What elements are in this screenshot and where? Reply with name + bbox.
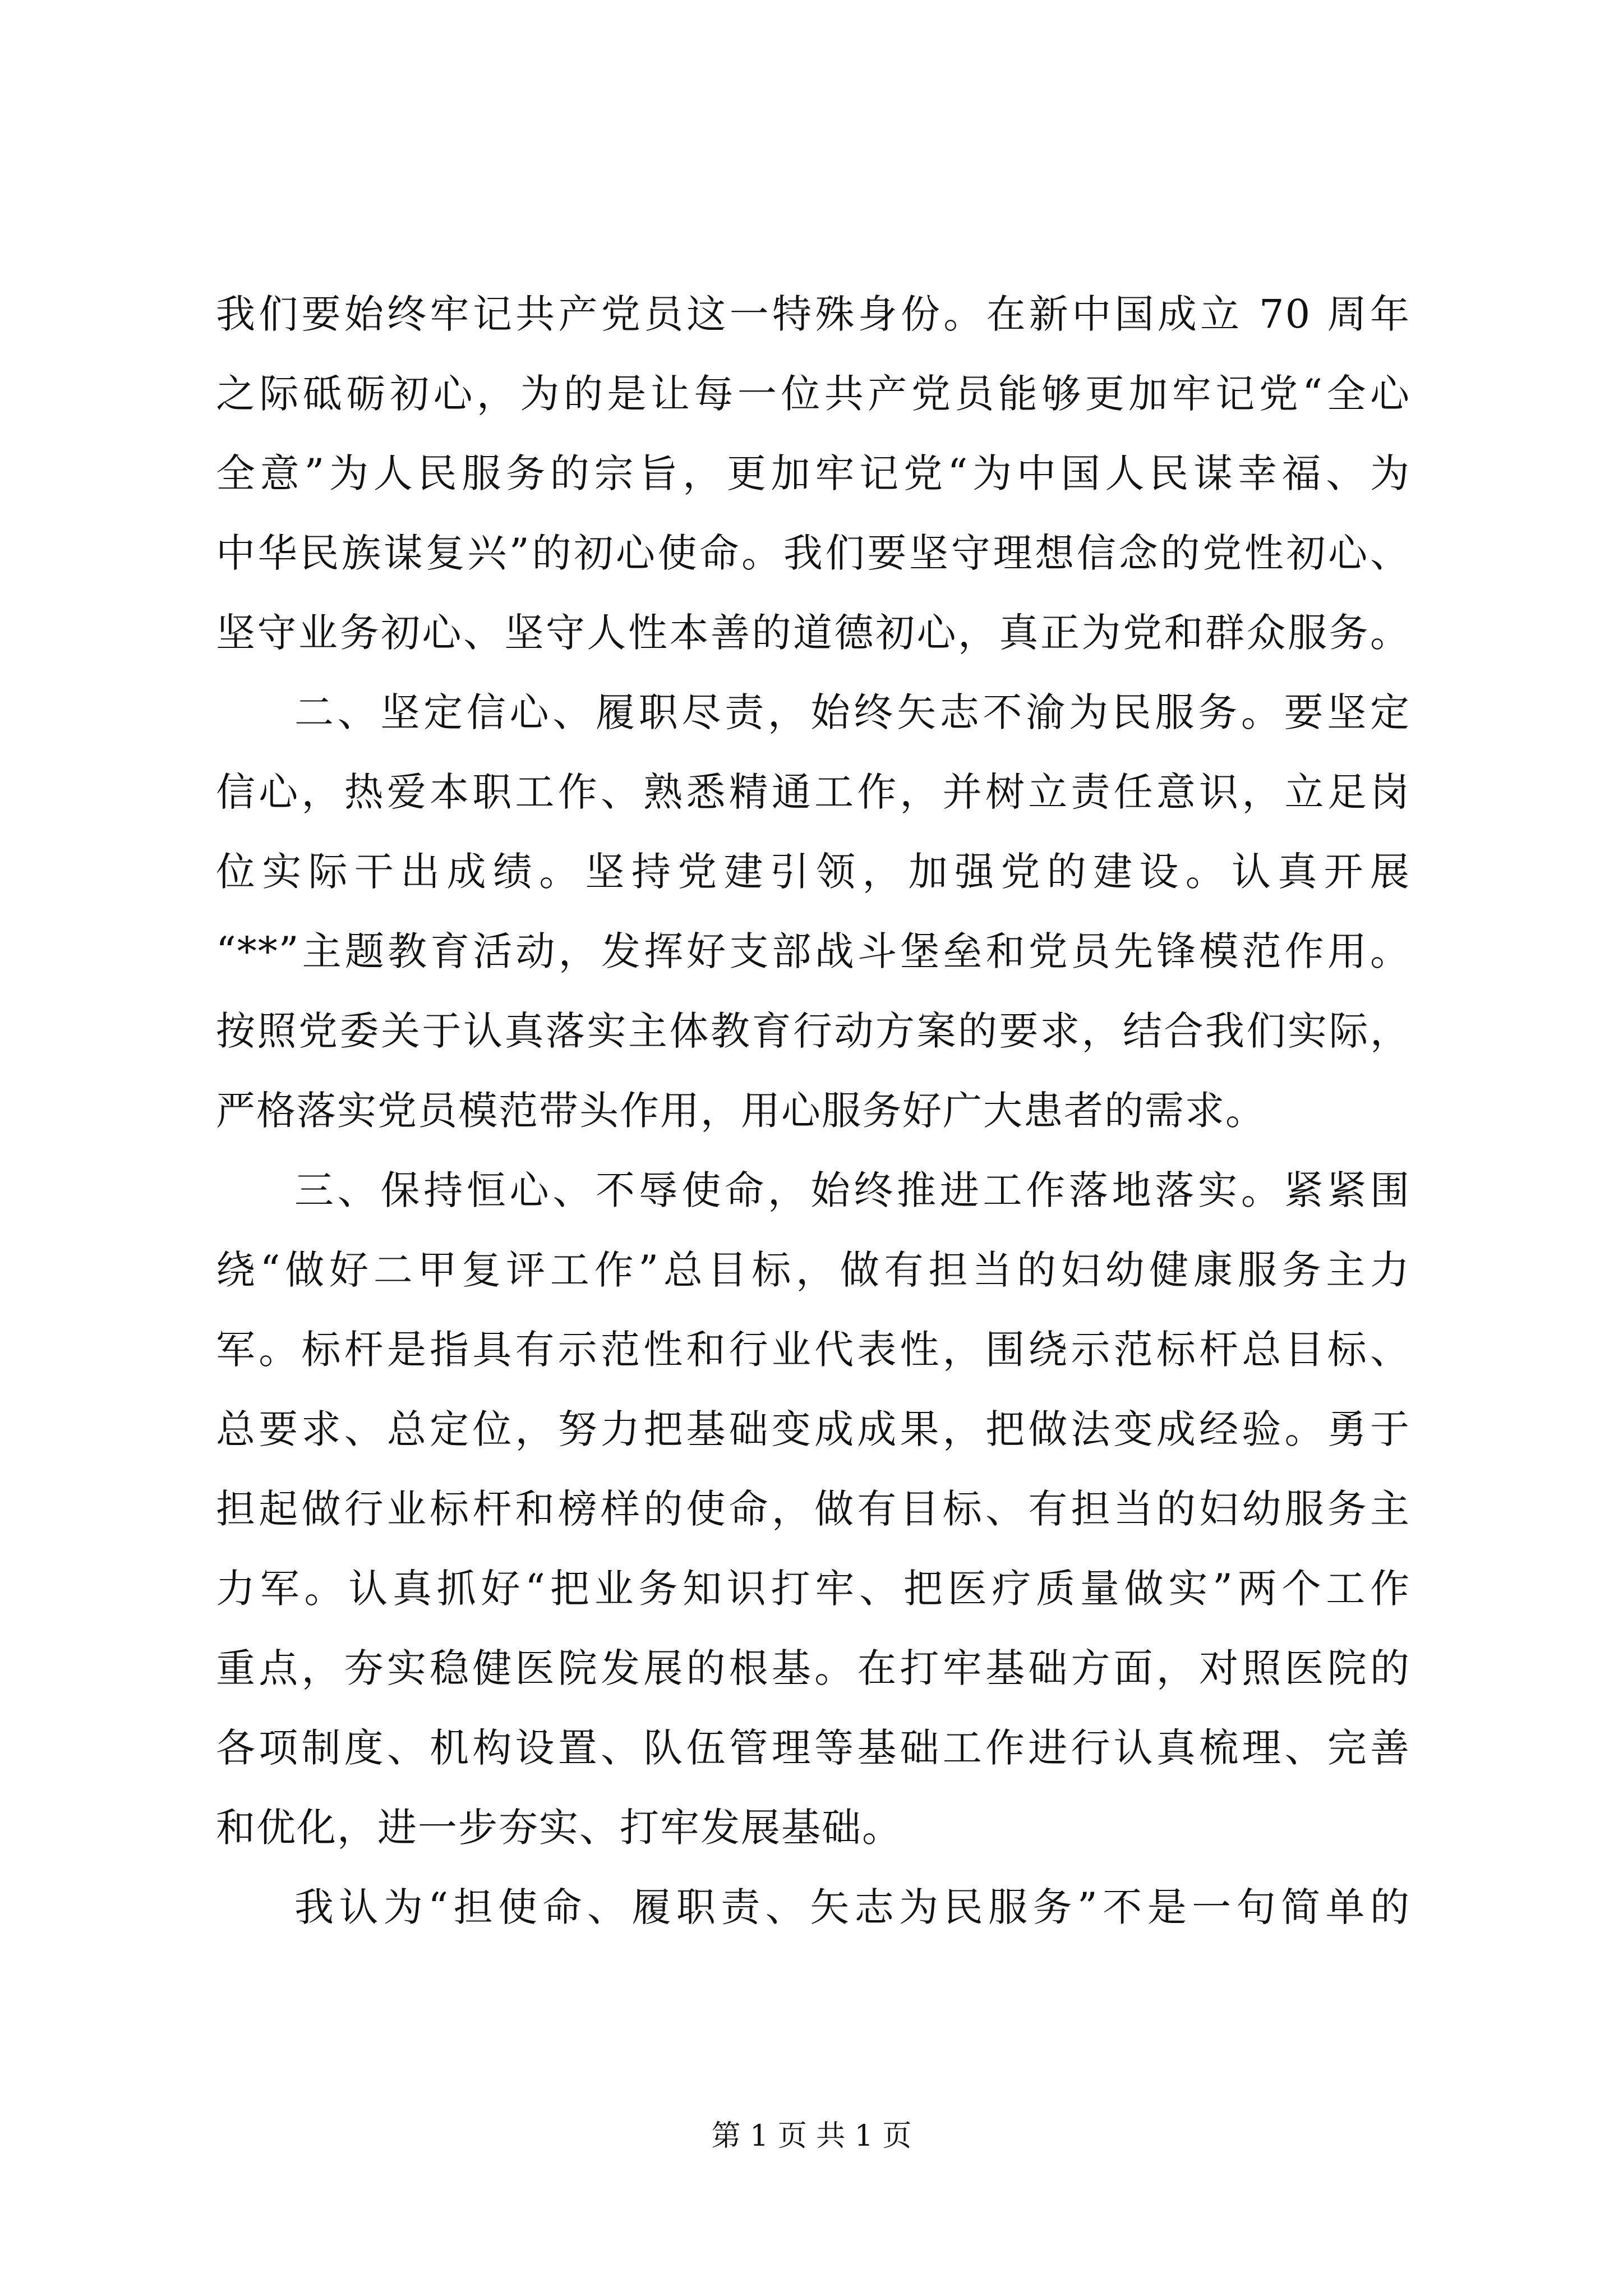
text-line: 和优化，进一步夯实、打牢发展基础。: [216, 1805, 902, 1851]
paragraph-start-line: 我认为“担使命、履职责、矢志为民服务”不是一句简单的: [294, 1884, 1410, 1930]
text-line: 力军。认真抓好“把业务知识打牢、把医疗质量做实”两个工作: [216, 1566, 1410, 1612]
text-line: 担起做行业标杆和榜样的使命，做有目标、有担当的妇幼服务主: [216, 1486, 1410, 1532]
text-line: “**”主题教育活动，发挥好支部战斗堡垒和党员先锋模范作用。: [216, 928, 1410, 974]
text-line: 重点，夯实稳健医院发展的根基。在打牢基础方面，对照医院的: [216, 1645, 1410, 1691]
text-line: 按照党委关于认真落实主体教育行动方案的要求，结合我们实际，: [216, 1008, 1410, 1054]
text-line: 全意”为人民服务的宗旨，更加牢记党“为中国人民谋幸福、为: [216, 450, 1410, 496]
text-line: 坚守业务初心、坚守人性本善的道德初心，真正为党和群众服务。: [216, 610, 1410, 656]
text-line: 位实际干出成绩。坚持党建引领，加强党的建设。认真开展: [216, 849, 1410, 895]
text-line: 绕“做好二甲复评工作”总目标，做有担当的妇幼健康服务主力: [216, 1247, 1410, 1293]
text-line: 军。标杆是指具有示范性和行业代表性，围绕示范标杆总目标、: [216, 1327, 1410, 1373]
paragraph-heading-line: 二、坚定信心、履职尽责，始终矢志不渝为民服务。要坚定: [294, 689, 1410, 735]
text-line: 中华民族谋复兴”的初心使命。我们要坚守理想信念的党性初心、: [216, 530, 1410, 576]
text-line: 我们要始终牢记共产党员这一特殊身份。在新中国成立 70 周年: [216, 291, 1410, 337]
paragraph-heading-line: 三、保持恒心、不辱使命，始终推进工作落地落实。紧紧围: [294, 1167, 1410, 1213]
text-line: 之际砥砺初心，为的是让每一位共产党员能够更加牢记党“全心: [216, 371, 1410, 417]
page-footer: 第 1 页 共 1 页: [711, 2119, 912, 2153]
text-line: 严格落实党员模范带头作用，用心服务好广大患者的需求。: [216, 1088, 1266, 1134]
text-line: 总要求、总定位，努力把基础变成成果，把做法变成经验。勇于: [216, 1406, 1410, 1452]
text-line: 信心，热爱本职工作、熟悉精通工作，并树立责任意识，立足岗: [216, 769, 1410, 815]
text-line: 各项制度、机构设置、队伍管理等基础工作进行认真梳理、完善: [216, 1725, 1410, 1771]
